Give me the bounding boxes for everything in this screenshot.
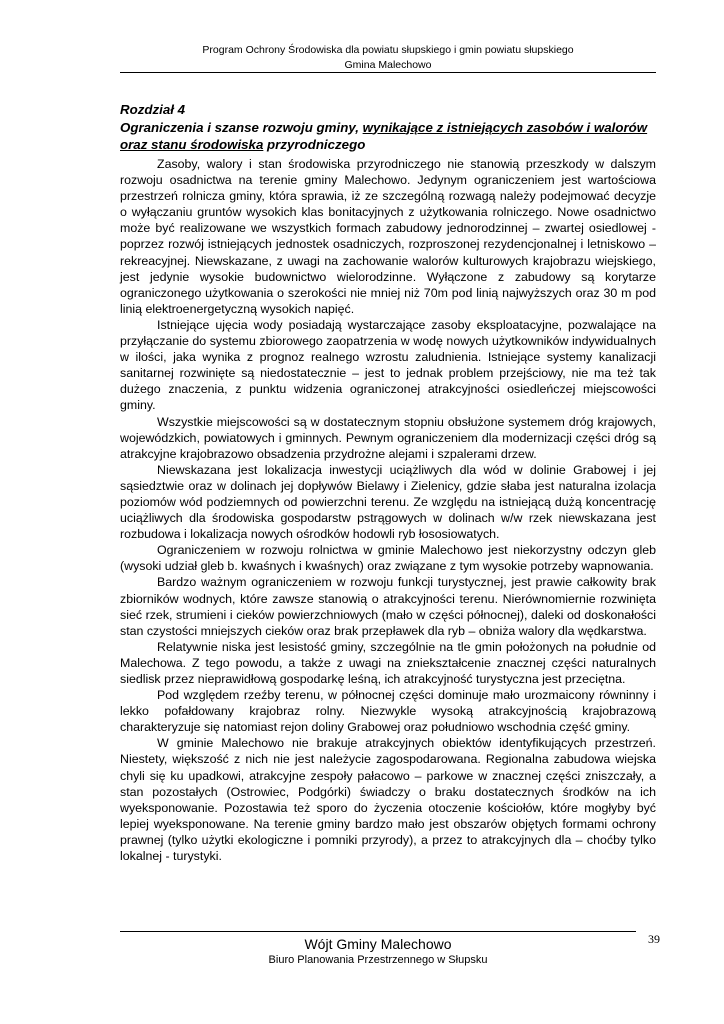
chapter-title-part2: przyrodniczego — [263, 137, 366, 152]
paragraph-forests: Relatywnie niska jest lesistość gminy, szczególnie na tle gmin położonych na południe od Malechowa. Z tego powodu, a także z uwagi na zniekształcenie znacznej części naturalnych siedlisk przez nieprawidłową gospodarkę leśną, ich atrakcyjność turystyczna jest przeciętna. — [120, 639, 656, 686]
paragraph-landscape: Pod względem rzeźby terenu, w północnej części dominuje mało urozmaicony równinny i lekko pofałdowany krajobraz rolny. Niezwykle wysoką atrakcyjnością krajobrazową charakteryzuje się natomiast rejon doliny Grabowej oraz południowo wschodnia część gminy. — [120, 688, 656, 735]
header-divider — [120, 72, 656, 73]
paragraph-cultural-objects: W gminie Malechowo nie brakuje atrakcyjnych obiektów identyfikujących przestrzeń. Niestety, większość z nich nie jest należycie zagospodarowana. Regionalna zabudowa wiejska chyli się ku upadkowi, atrakcyjne zespoły pałacowo – parkowe w znacznej części zniszczały, a stan pozostałych (Ostrowiec, Podgórki) świadczy o braku dostatecznych środków na ich wyeksponowanie. Pozostawia też sporo do życzenia otoczenie kościołów, które mogłyby być lepiej wyeksponowane. Na terenie gminy bardzo mało jest obszarów objętych formami ochrony prawnej (tylko użytki ekologiczne i pomniki przyrody), a przez to atrakcyjnych dla – choćby tylko lokalnej - turystyki. — [120, 736, 656, 864]
page-header — [120, 43, 656, 73]
footer-title: Wójt Gminy Malechowo — [304, 936, 452, 952]
paragraph-roads: Wszystkie miejscowości są w dostatecznym stopniu obsłużone systemem dróg krajowych, wojewódzkich, powiatowych i gminnych. Pewnym ograniczeniem dla modernizacji części dróg są atrakcyjne krajobrazowo obsadzenia przydrożne alejami i szpalerami drzew. — [120, 414, 656, 461]
body-text — [120, 156, 656, 864]
chapter-title-underlined: wynikające z istniejących zasobów i walorów oraz stanu środowiska — [120, 119, 648, 152]
chapter-title — [120, 119, 656, 154]
footer-divider — [120, 931, 636, 932]
paragraph-water-sewage: Istniejące ujęcia wody posiadają wystarczające zasoby eksploatacyjne, pozwalające na przyłączanie do systemu zbiorowego zaopatrzenia w wodę nowych użytkowników indywidualnych w ilości, jaka wynika z prognoz realnego wzrostu zaludnienia. Istniejące systemy kanalizacji sanitarnej rozwinięte są niedostatecznie – jest to jednak problem przejściowy, nie ma też tak dużego znaczenia, z punktu widzenia ograniczonej atrakcyjności osiedleńczej miejscowości gminy. — [120, 317, 656, 413]
chapter-title-part1: Ograniczenia i szanse rozwoju gminy, — [120, 119, 363, 135]
chapter-number: Rozdział 4 — [120, 102, 186, 117]
header-municipality: Gmina Malechowo — [344, 59, 432, 71]
paragraph-settlement: Zasoby, walory i stan środowiska przyrodniczego nie stanowią przeszkody w dalszym rozwoju osadnictwa na terenie gminy Malechowo. Jedynym ograniczeniem jest wartościowa przestrzeń rolnicza gminy, która sprawia, iż ze szczególną rozwagą należy podejmować decyzje o wyłączaniu gruntów wysokich klas bonitacyjnych z użytkowania rolniczego. Nowe osadnictwo może być realizowane we wszystkich formach zabudowy jednorodzinnej – zwartej osiedlowej - poprzez rozwój istniejących jednostek osadniczych, rozproszonej rezydencjonalnej i letniskowo – rekreacyjnej. Niewskazane, z uwagi na zachowanie walorów kulturowych krajobrazu wiejskiego, jest jedynie wysokie budownictwo wielorodzinne. Wyłączone z zabudowy są korytarze ograniczonego użytkowania o szerokości nie mniej niż 70m pod linią najwyższych oraz 30 m pod linią elektroenergetyczną wysokich napięć. — [120, 157, 656, 316]
header-document-title: Program Ochrony Środowiska dla powiatu słupskiego i gmin powiatu słupskiego — [202, 44, 574, 56]
page-number: 39 — [648, 932, 660, 946]
paragraph-agriculture: Ograniczeniem w rozwoju rolnictwa w gminie Malechowo jest niekorzystny odczyn gleb (wysoki udział gleb b. kwaśnych i kwaśnych) oraz związane z tym wysokie potrzeby wapnowania. — [120, 543, 656, 574]
paragraph-investments: Niewskazana jest lokalizacja inwestycji uciążliwych dla wód w dolinie Grabowej i jej sąsiedztwie oraz w dolinach jej dopływów Bielawy i Zielenicy, gdzie słaba jest naturalna izolacja poziomów wód podziemnych od powierzchni terenu. Ze względu na istniejącą dużą koncentrację uciążliwych dla środowiska gospodarstw pstrągowych w dolinach w/w rzek niewskazana jest rozbudowa i lokalizacja nowych ośrodków hodowli ryb łososiowatych. — [120, 462, 656, 542]
chapter-heading — [120, 101, 656, 154]
paragraph-tourism-water: Bardzo ważnym ograniczeniem w rozwoju funkcji turystycznej, jest prawie całkowity brak zbiorników wodnych, które zawsze stanowią o atrakcyjności terenu. Nierównomiernie rozwinięta sieć rzek, strumieni i cieków powierzchniowych (mało w części północnej), daleki od doskonałości stan czystości mniejszych cieków oraz brak przepławek dla ryb – obniża walory dla wędkarstwa. — [120, 575, 656, 638]
footer-subtitle: Biuro Planowania Przestrzennego w Słupsku — [268, 954, 488, 966]
